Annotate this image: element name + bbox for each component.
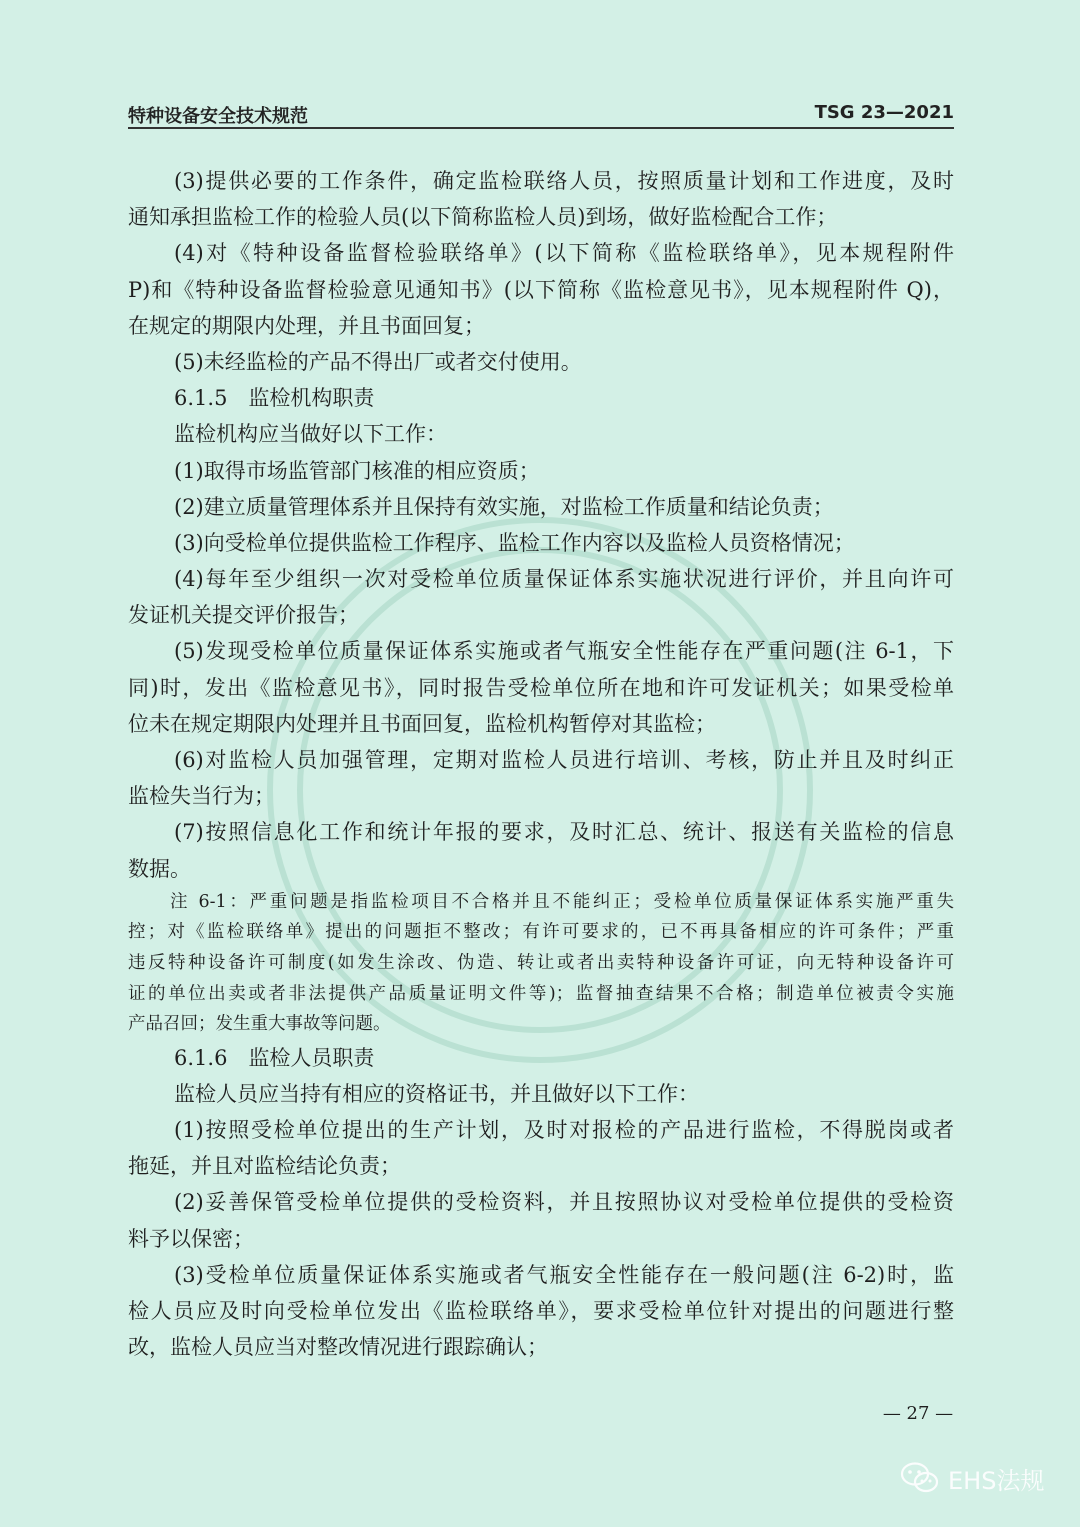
text-line: (2)建立质量管理体系并且保持有效实施，对监检工作质量和结论负责； <box>174 494 834 519</box>
document-body <box>128 163 954 1365</box>
text-line: 改，监检人员应当对整改情况进行跟踪确认； <box>128 1335 548 1360</box>
note-text-line: 证的单位出卖或者非法提供产品质量证明文件等)；监督抽查结果不合格；制造单位被责令实施 <box>128 983 954 1004</box>
text-line: 拖延，并且对监检结论负责； <box>128 1154 401 1179</box>
account-watermark <box>900 1458 1044 1498</box>
text-line: P)和《特种设备监督检验意见通知书》(以下简称《监检意见书》，见本规程附件 Q)， <box>128 277 954 302</box>
note-text-line: 控；对《监检联络单》提出的问题拒不整改；有许可要求的，已不再具备相应的许可条件；严重 <box>128 922 954 943</box>
text-line: (6)对监检人员加强管理，定期对监检人员进行培训、考核，防止并且及时纠正 <box>174 748 954 772</box>
text-line: 同)时，发出《监检意见书》，同时报告受检单位所在地和许可发证机关；如果受检单 <box>128 675 954 700</box>
text-line: 数据。 <box>128 856 191 881</box>
text-line: 发证机关提交评价报告； <box>128 603 359 628</box>
running-header <box>128 102 954 126</box>
text-line: (3)受检单位质量保证体系实施或者气瓶安全性能存在一般问题(注 6-2)时，监 <box>174 1262 954 1287</box>
text-line: (2)妥善保管受检单位提供的受检资料，并且按照协议对受检单位提供的受检资 <box>174 1190 954 1215</box>
note-text-line: 注 6-1：严重问题是指监检项目不合格并且不能纠正；受检单位质量保证体系实施严重失 <box>170 891 954 912</box>
text-line: (5)发现受检单位质量保证体系实施或者气瓶安全性能存在严重问题(注 6-1，下 <box>174 639 954 664</box>
text-line: 监检人员应当持有相应的资格证书，并且做好以下工作： <box>174 1081 699 1106</box>
page-number: — 27 — <box>882 1403 954 1424</box>
text-line: 监检机构应当做好以下工作： <box>174 422 447 447</box>
text-line: 位未在规定期限内处理并且书面回复，监检机构暂停对其监检； <box>128 711 716 736</box>
text-line: (4)每年至少组织一次对受检单位质量保证体系实施状况进行评价，并且向许可 <box>174 567 954 592</box>
text-line: 料予以保密； <box>128 1226 254 1251</box>
body-section-2 <box>128 1040 954 1366</box>
body-section-1 <box>128 163 954 887</box>
text-line: 在规定的期限内处理，并且书面回复； <box>128 313 485 338</box>
note-text-line: 产品召回；发生重大事故等问题。 <box>128 1014 391 1035</box>
text-line: (7)按照信息化工作和统计年报的要求，及时汇总、统计、报送有关监检的信息 <box>174 820 954 845</box>
text-line: (1)取得市场监管部门核准的相应资质； <box>174 458 540 483</box>
watermark-text: EHS法规 <box>948 1466 1045 1495</box>
text-line: (1)按照受检单位提出的生产计划，及时对报检的产品进行监检，不得脱岗或者 <box>174 1118 954 1143</box>
wechat-icon <box>900 1461 940 1495</box>
header-standard-series: 特种设备安全技术规范 <box>128 106 308 127</box>
text-line: 监检失当行为； <box>128 784 275 809</box>
text-line: (3)向受检单位提供监检工作程序、监检工作内容以及监检人员资格情况； <box>174 530 855 555</box>
text-line: 6.1.6 监检人员职责 <box>174 1045 375 1070</box>
text-line: 通知承担监检工作的检验人员(以下简称监检人员)到场，做好监检配合工作； <box>128 205 838 230</box>
text-line: (5)未经监检的产品不得出厂或者交付使用。 <box>174 349 582 374</box>
text-line: (3)提供必要的工作条件，确定监检联络人员，按照质量计划和工作进度，及时 <box>174 169 954 193</box>
note-text-line: 违反特种设备许可制度(如发生涂改、伪造、转让或者出卖特种设备许可证，向无特种设备许可 <box>128 952 954 973</box>
header-standard-code: TSG 23—2021 <box>814 102 954 123</box>
header-rule <box>128 127 954 129</box>
text-line: (4)对《特种设备监督检验联络单》(以下简称《监检联络单》，见本规程附件 <box>174 241 954 266</box>
text-line: 检人员应及时向受检单位发出《监检联络单》，要求受检单位针对提出的问题进行整 <box>128 1299 954 1324</box>
note-6-1 <box>128 887 954 1040</box>
text-line: 6.1.5 监检机构职责 <box>174 386 375 411</box>
